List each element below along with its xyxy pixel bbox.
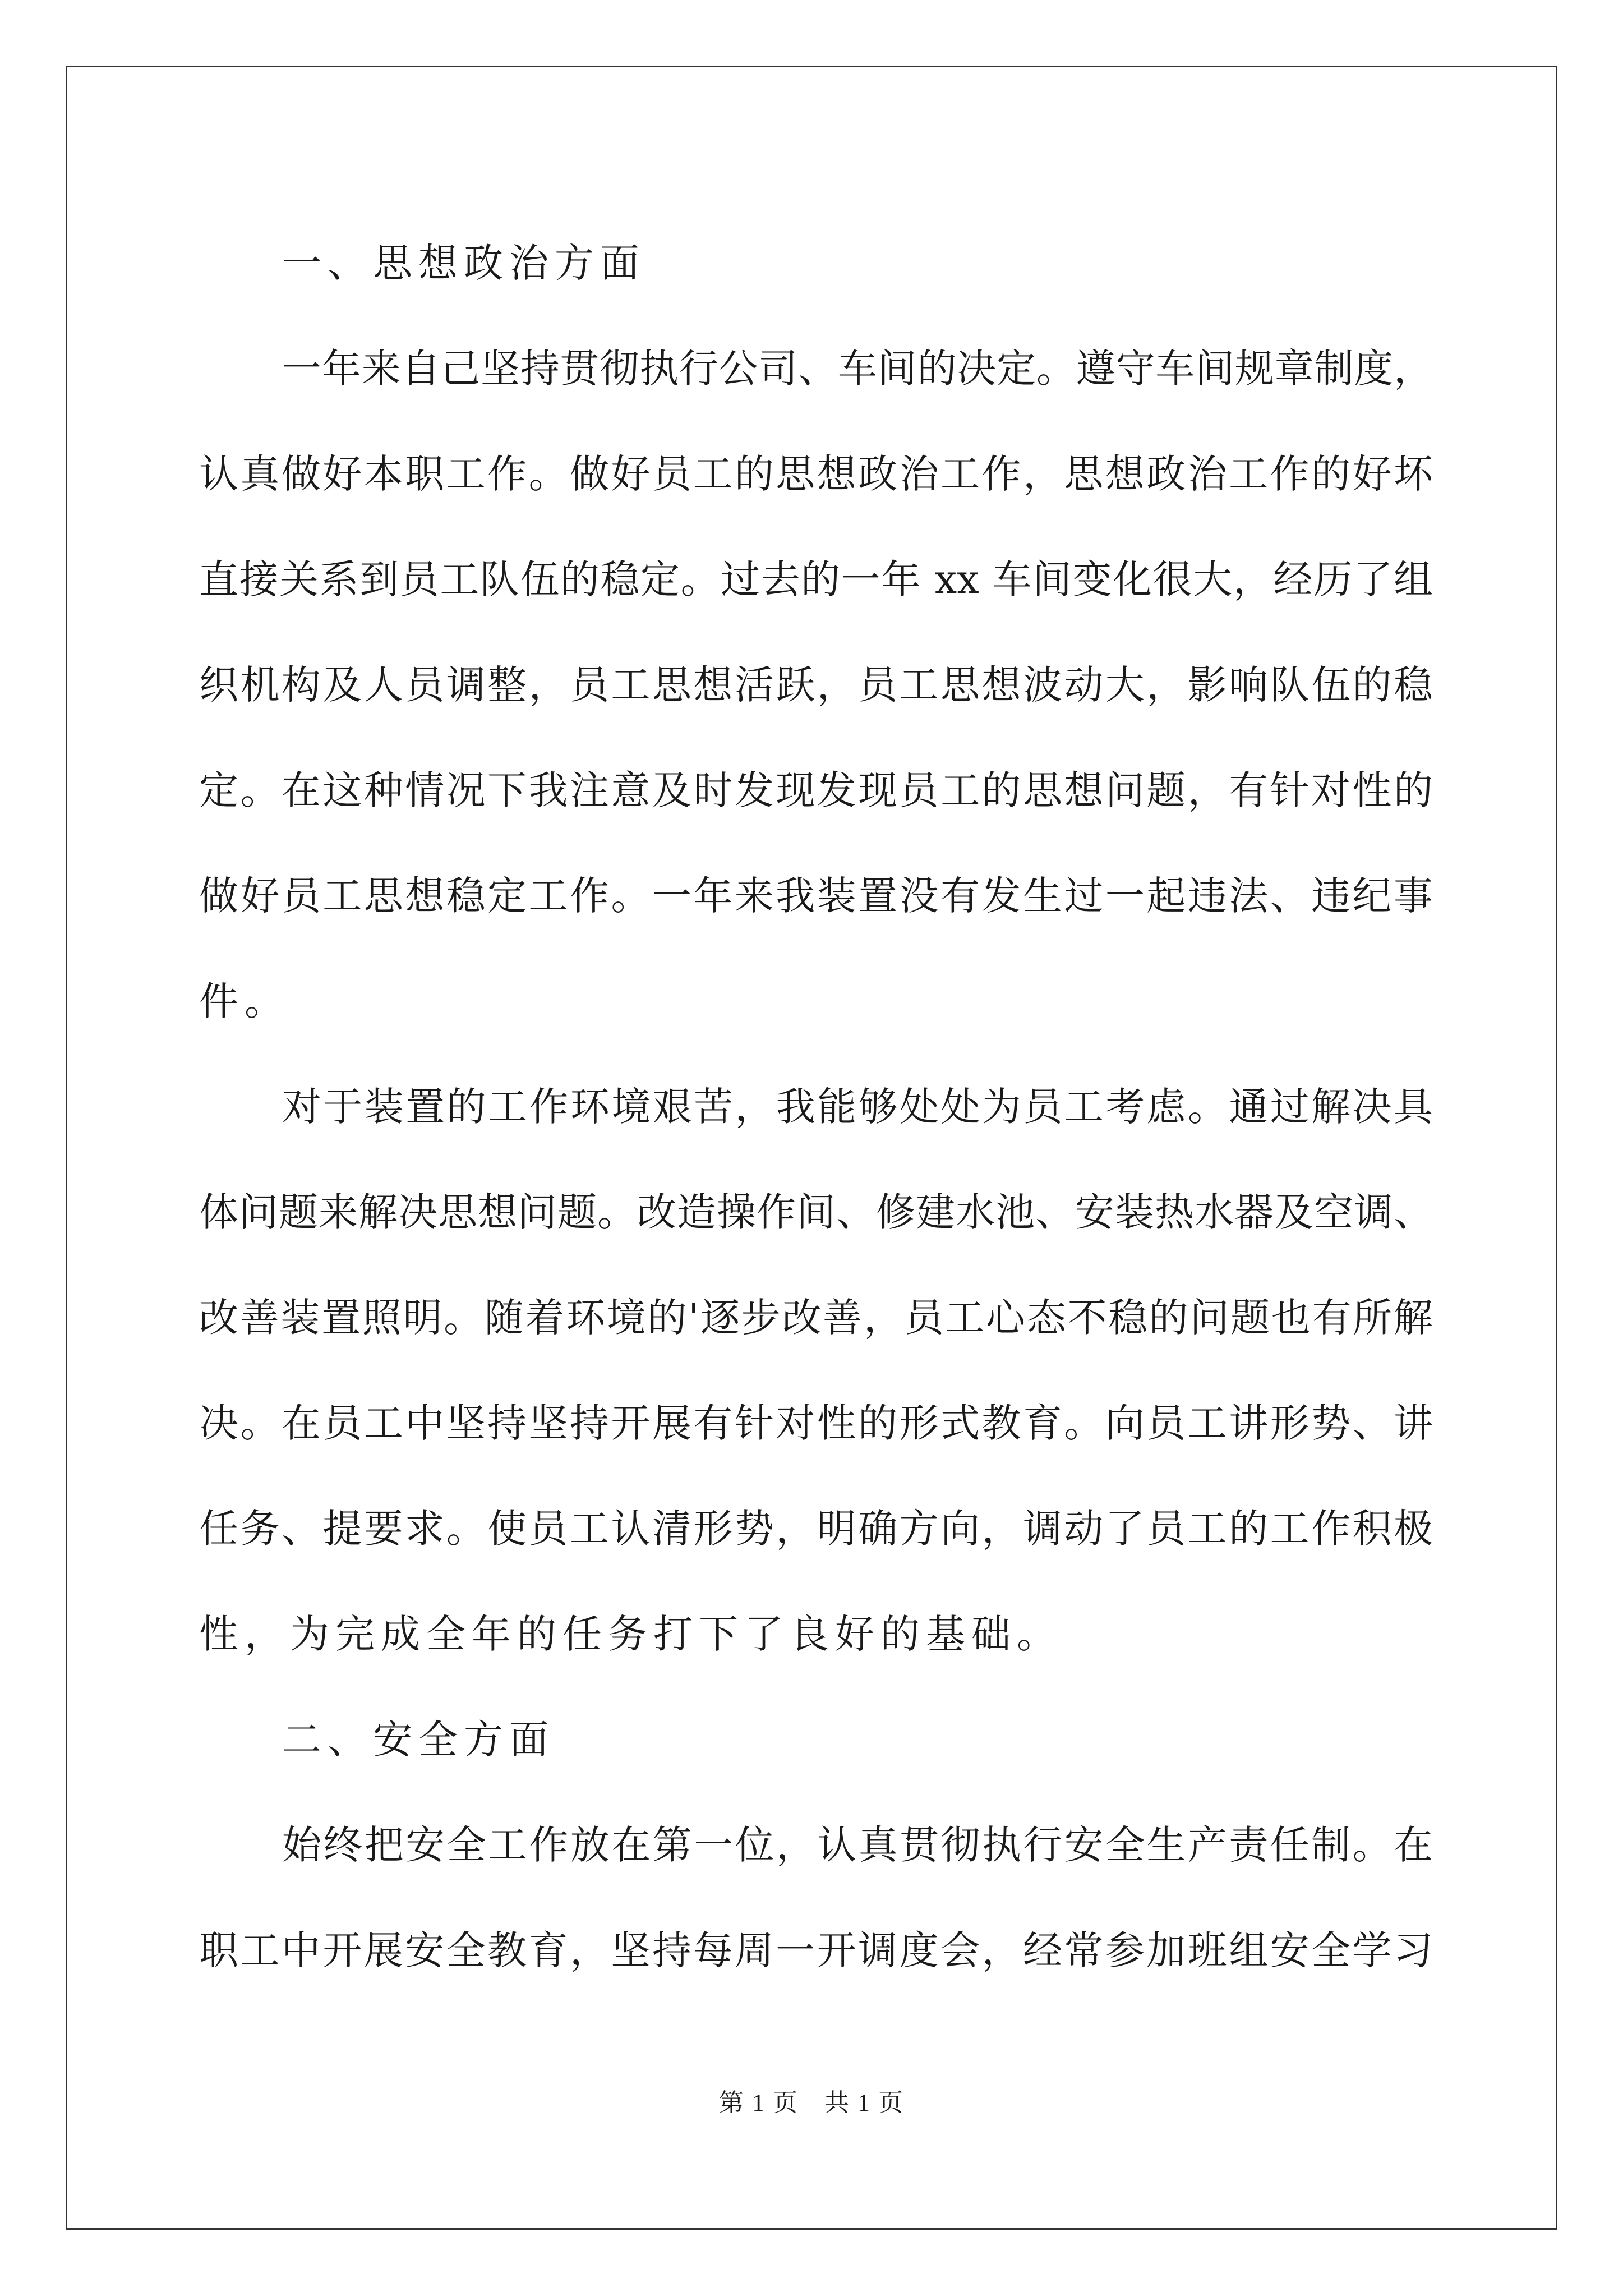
- paragraph-line: 一年来自己坚持贯彻执行公司、车间的决定。遵守车间规章制度，: [282, 346, 1433, 392]
- paragraph-line: 始终把安全工作放在第一位，认真贯彻执行安全生产责任制。在: [282, 1822, 1433, 1868]
- paragraph-line: 织机构及人员调整，员工思想活跃，员工思想波动大，影响队伍的稳: [199, 662, 1433, 708]
- paragraph-line: 定。在这种情况下我注意及时发现发现员工的思想问题，有针对性的: [199, 767, 1433, 813]
- section-heading: 一、思想政治方面: [282, 240, 645, 286]
- paragraph-line: 认真做好本职工作。做好员工的思想政治工作，思想政治工作的好坏: [199, 451, 1433, 497]
- paragraph-line: 任务、提要求。使员工认清形势，明确方向，调动了员工的工作积极: [199, 1506, 1433, 1552]
- paragraph-line: 决。在员工中坚持坚持开展有针对性的形式教育。向员工讲形势、讲: [199, 1400, 1433, 1446]
- section-heading: 二、安全方面: [282, 1717, 555, 1763]
- paragraph-line: 体问题来解决思想问题。改造操作间、修建水池、安装热水器及空调、: [199, 1189, 1433, 1235]
- page-footer: 第 1 页 共 1 页: [719, 2089, 904, 2116]
- paragraph-line: 对于装置的工作环境艰苦，我能够处处为员工考虑。通过解决具: [282, 1084, 1433, 1130]
- paragraph-line: 性，为完成全年的任务打下了良好的基础。: [199, 1611, 1062, 1657]
- paragraph-line: 件。: [199, 978, 290, 1024]
- document-body: [199, 210, 1433, 2003]
- paragraph-line: 直接关系到员工队伍的稳定。过去的一年 xx 车间变化很大，经历了组: [199, 556, 1433, 602]
- paragraph-line: 做好员工思想稳定工作。一年来我装置没有发生过一起违法、违纪事: [199, 873, 1433, 919]
- paragraph-line: 职工中开展安全教育，坚持每周一开调度会，经常参加班组安全学习: [199, 1927, 1433, 1973]
- paragraph-line: 改善装置照明。随着环境的'逐步改善，员工心态不稳的问题也有所解: [199, 1295, 1433, 1341]
